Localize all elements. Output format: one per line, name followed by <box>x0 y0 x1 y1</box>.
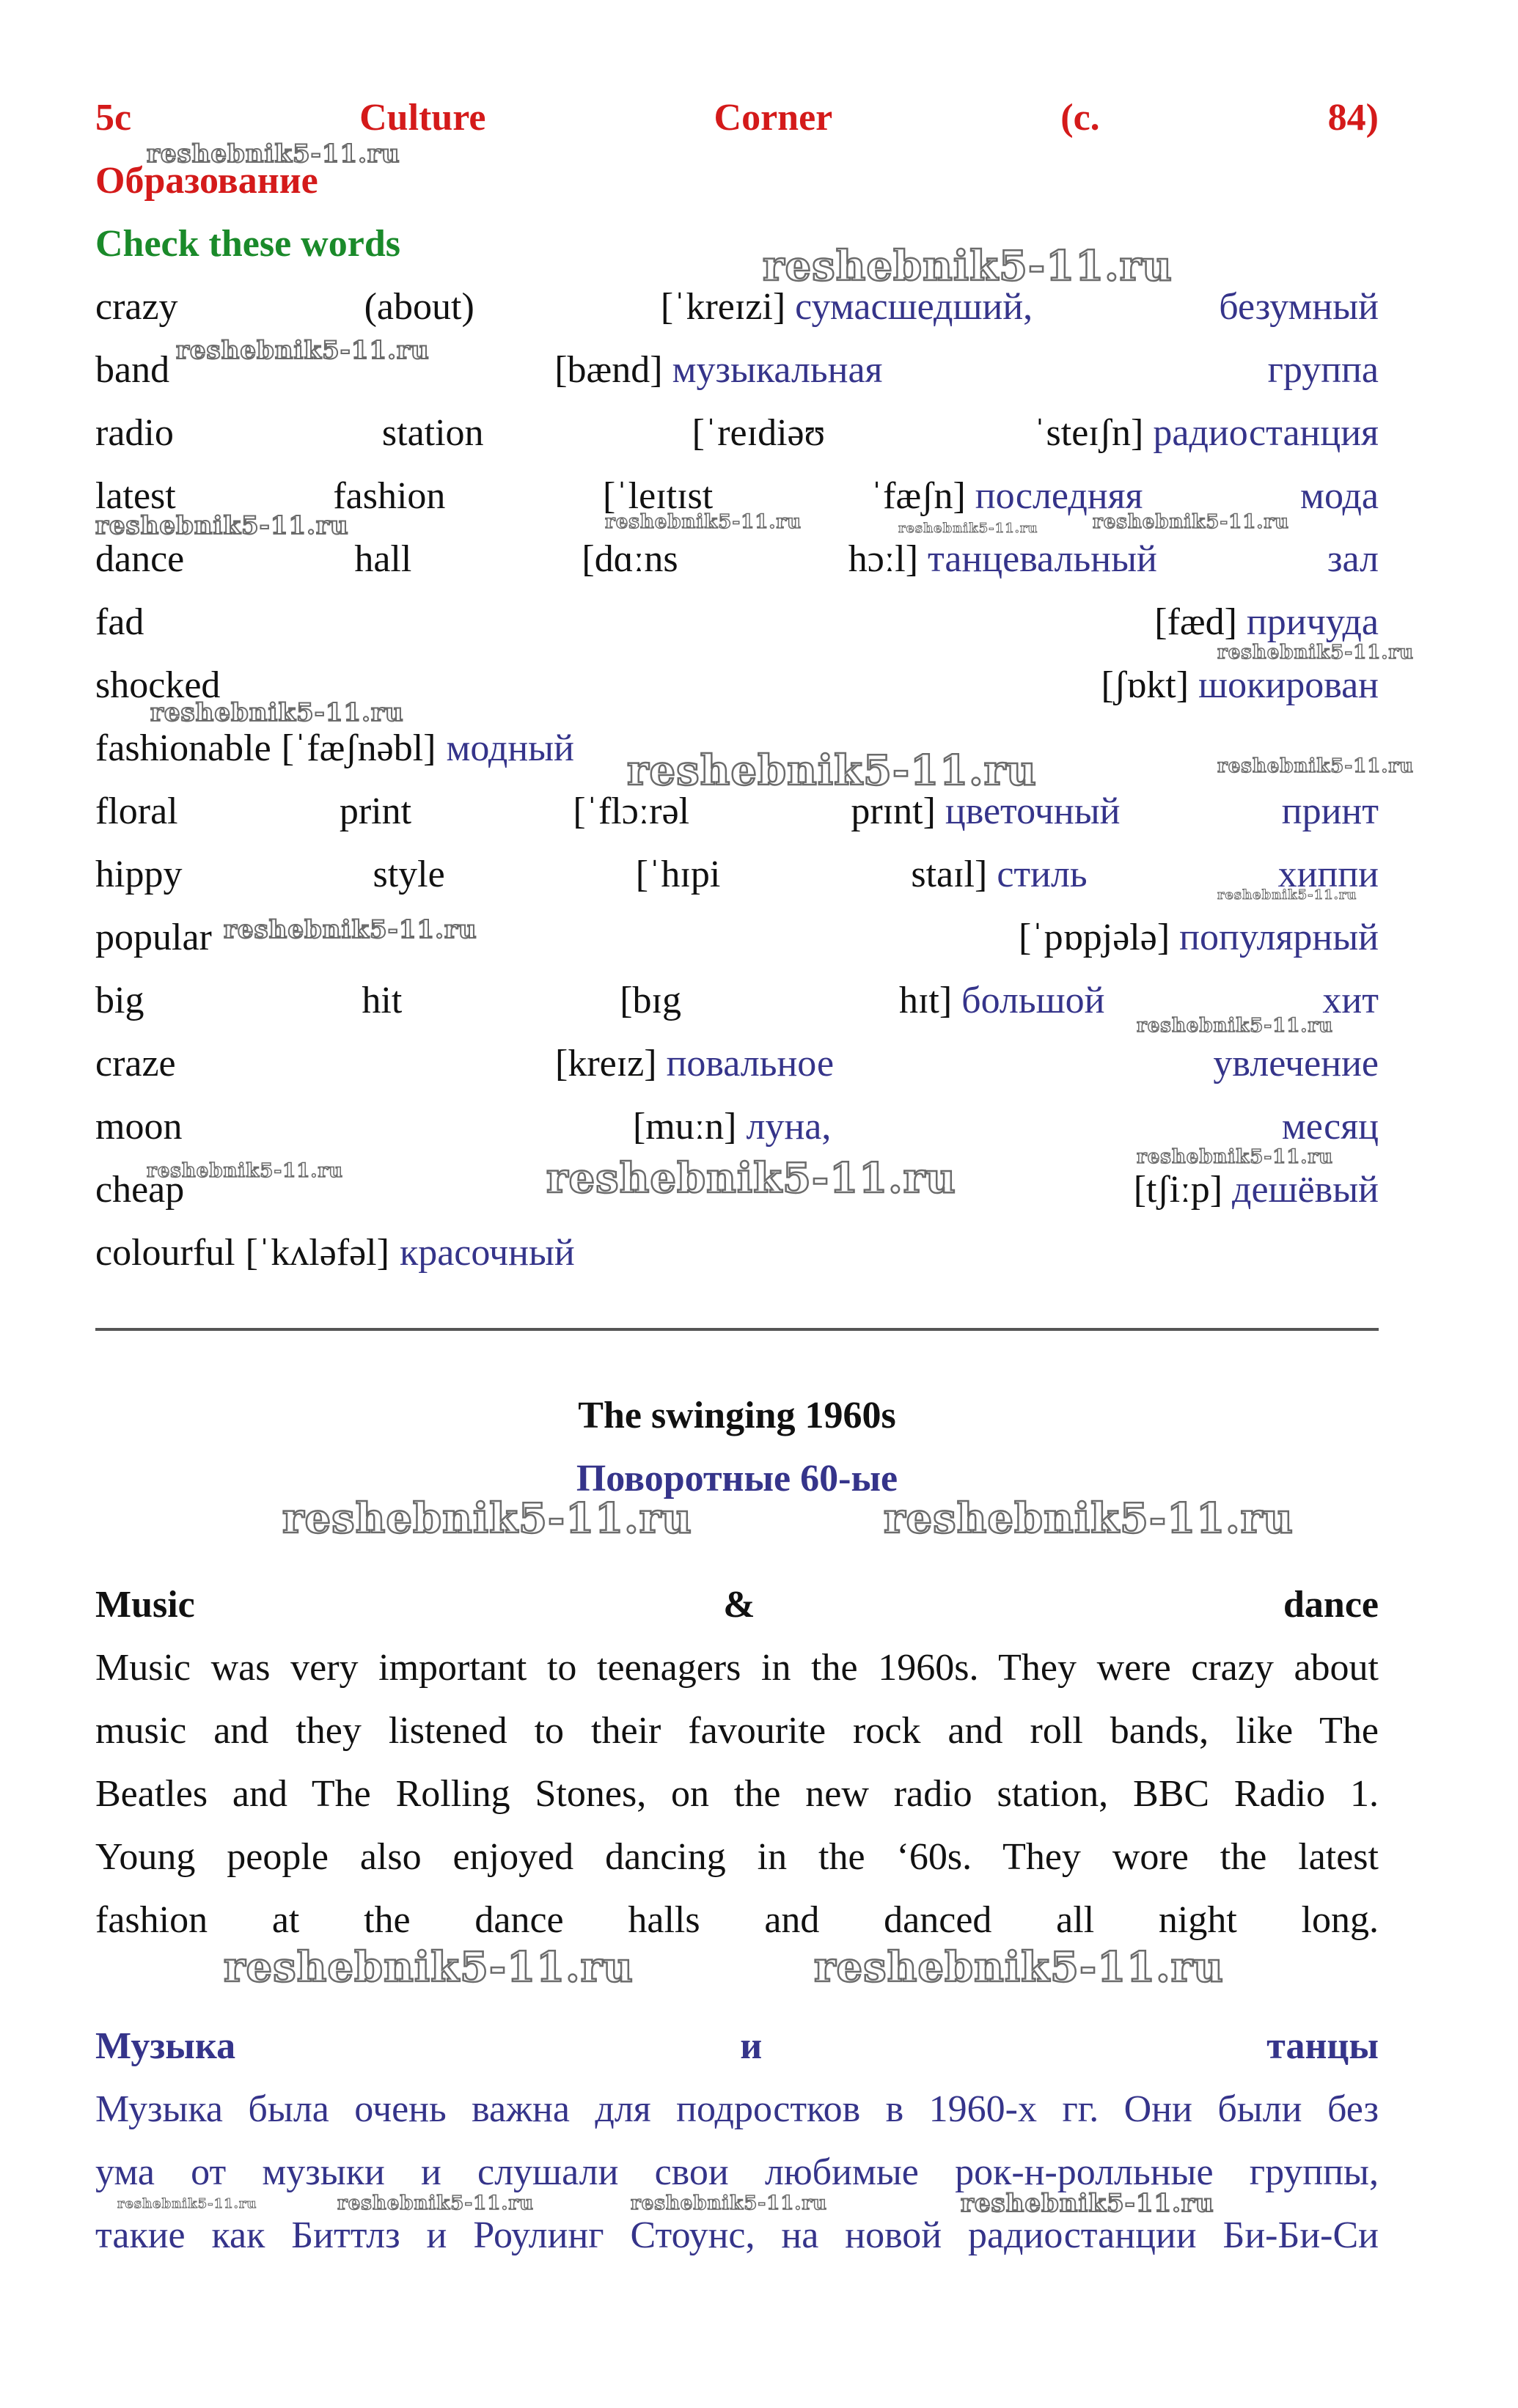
vocab-row: band [bænd] музыкальная группа <box>95 349 1379 391</box>
paragraph-line-ru: Музыка была очень важна для подростков в 1960-х гг. Они были без <box>95 2088 1379 2130</box>
lesson-word-corner: Corner <box>714 97 833 139</box>
lesson-word-culture: Culture <box>359 97 486 139</box>
article-title: The swinging 1960s <box>578 1395 896 1436</box>
watermark: reshebnik5-11.ru <box>95 511 349 540</box>
paragraph-line-ru: такие как Биттлз и Роулинг Стоунс, на новой радиостанции Би-Би-Си <box>95 2214 1379 2256</box>
lesson-header <box>95 92 1379 144</box>
watermark: reshebnik5-11.ru <box>627 746 1037 795</box>
watermark: reshebnik5-11.ru <box>282 1494 692 1543</box>
watermark: reshebnik5-11.ru <box>1137 1015 1334 1037</box>
article-title-ru: Поворотные 60-ые <box>576 1458 898 1500</box>
watermark: reshebnik5-11.ru <box>605 511 802 533</box>
watermark: reshebnik5-11.ru <box>224 1943 634 1992</box>
lesson-number: 5c <box>95 97 132 139</box>
watermark: reshebnik5-11.ru <box>898 521 1038 536</box>
watermark: reshebnik5-11.ru <box>1217 642 1415 664</box>
vocab-row: dance hall [dɑːns hɔːl] танцевальный зал <box>95 538 1379 580</box>
watermark: reshebnik5-11.ru <box>763 242 1173 290</box>
paragraph-line-ru: ума от музыки и слушали свои любимые рок-н-ролльные группы, <box>95 2151 1379 2193</box>
watermark: reshebnik5-11.ru <box>884 1494 1294 1543</box>
vocab-row: hippy style [ˈhɪpi staɪl] стиль хиппи <box>95 854 1379 895</box>
paragraph-line-en: Beatles and The Rolling Stones, on the new radio station, BBC Radio 1. <box>95 1773 1379 1815</box>
watermark: reshebnik5-11.ru <box>961 2189 1214 2218</box>
vocab-row: latest fashion [ˈleɪtɪst ˈfæʃn] последняя мода <box>95 475 1379 517</box>
paragraph-line-en: Young people also enjoyed dancing in the ‘60s. They wore the latest <box>95 1836 1379 1878</box>
watermark: reshebnik5-11.ru <box>337 2192 535 2214</box>
watermark: reshebnik5-11.ru <box>117 2196 257 2211</box>
check-words-heading: Check these words <box>95 223 400 265</box>
page-ref-open: (с. <box>1060 97 1100 139</box>
vocab-row: fashionable [ˈfæʃnəbl] модный <box>95 727 574 769</box>
vocab-row: floral print [ˈflɔːrəl prɪnt] цветочный принт <box>95 790 1379 832</box>
paragraph-line-en: music and they listened to their favourite rock and roll bands, like The <box>95 1710 1379 1752</box>
vocab-row: popular [ˈpɒpjələ] популярный <box>95 917 1379 958</box>
watermark: reshebnik5-11.ru <box>1217 887 1357 903</box>
watermark: reshebnik5-11.ru <box>224 915 477 944</box>
watermark: reshebnik5-11.ru <box>1217 755 1415 777</box>
watermark: reshebnik5-11.ru <box>147 1160 344 1182</box>
watermark: reshebnik5-11.ru <box>150 698 404 727</box>
lesson-subtitle: Образование <box>95 160 318 202</box>
vocab-row: colourful [ˈkʌləfəl] красочный <box>95 1232 575 1274</box>
vocab-row: crazy (about) [ˈkreɪzi] сумасшедший, безумный <box>95 286 1379 328</box>
vocab-row: craze [kreɪz] повальное увлечение <box>95 1043 1379 1084</box>
vocab-row: cheap [tʃiːp] дешёвый <box>95 1169 1379 1211</box>
watermark: reshebnik5-11.ru <box>1093 511 1290 533</box>
vocab-row: moon [muːn] луна, месяц <box>95 1106 1379 1148</box>
vocab-row: radio station [ˈreɪdiəʊ ˈsteɪʃn] радиостанция <box>95 412 1379 454</box>
watermark: reshebnik5-11.ru <box>1137 1146 1334 1168</box>
section-heading-ru: Музыка и танцы <box>95 2025 1379 2067</box>
watermark: reshebnik5-11.ru <box>546 1154 956 1203</box>
vocab-row: shocked [ʃɒkt] шокирован <box>95 664 1379 706</box>
watermark: reshebnik5-11.ru <box>176 336 430 365</box>
page-ref-number: 84) <box>1327 97 1379 139</box>
paragraph-line-en: Music was very important to teenagers in the 1960s. They were crazy about <box>95 1647 1379 1689</box>
section-divider <box>95 1328 1379 1331</box>
paragraph-line-en: fashion at the dance halls and danced all night long. <box>95 1899 1379 1941</box>
vocab-row: fad [fæd] причуда <box>95 601 1379 643</box>
vocab-row: big hit [bɪg hɪt] большой хит <box>95 980 1379 1021</box>
watermark: reshebnik5-11.ru <box>147 139 400 169</box>
watermark: reshebnik5-11.ru <box>814 1943 1224 1992</box>
section-heading-en: Music & dance <box>95 1584 1379 1626</box>
watermark: reshebnik5-11.ru <box>631 2192 828 2214</box>
